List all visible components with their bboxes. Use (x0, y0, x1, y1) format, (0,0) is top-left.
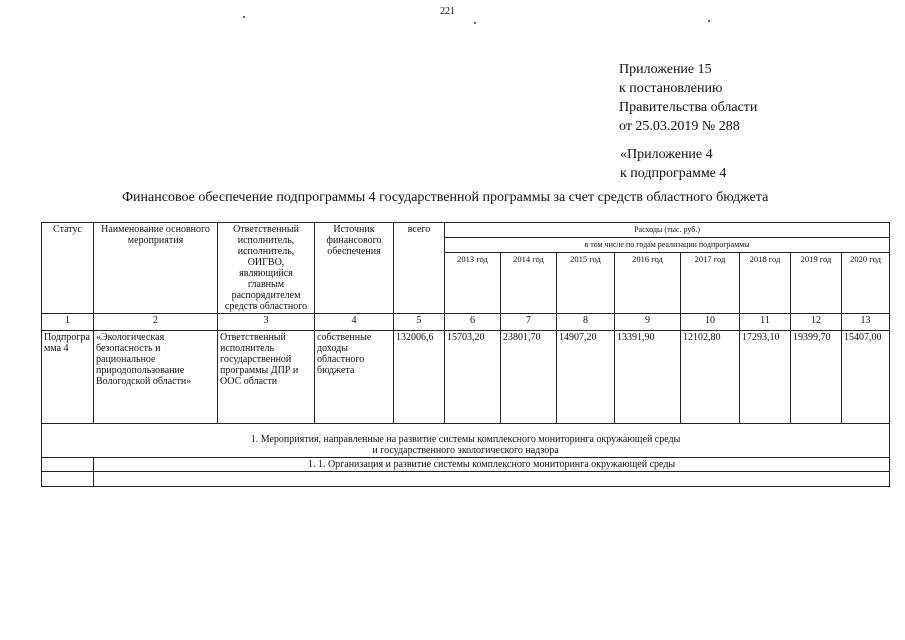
appendix-line: к подпрограмме 4 (620, 166, 727, 181)
header-year: 2017 год (681, 252, 740, 313)
section-heading-line: и государственного экологического надзора (372, 445, 559, 456)
column-number: 10 (681, 314, 740, 331)
empty-cell (42, 472, 94, 487)
section-heading-line: 1. Мероприятия, направленные на развитие системы комплексного мониторинга окружающей среды (250, 434, 681, 445)
row-value: 23801,70 (501, 331, 557, 424)
section-heading (42, 424, 890, 458)
subsection-blank-cell (42, 458, 94, 472)
header-year: 2016 год (615, 252, 681, 313)
column-number: 9 (615, 314, 681, 331)
header-year: 2015 год (557, 252, 615, 313)
row-source: собственные доходы областного бюджета (315, 331, 394, 424)
header-responsible: Ответственный исполнитель, исполнитель, ОИГВО, являющийся главным распорядителем средств областного (218, 223, 315, 314)
header-year: 2018 год (740, 252, 791, 313)
header-expenses: Расходы (тыс. руб.) (445, 223, 890, 238)
header-source: Источник финансового обеспечения (315, 223, 394, 314)
row-value: 13391,90 (615, 331, 681, 424)
header-total: всего (394, 223, 445, 314)
scan-speck (474, 22, 476, 24)
header-year: 2019 год (791, 252, 842, 313)
financing-table (41, 222, 890, 487)
header-by-years: в том числе по годам реализации подпрограммы (445, 237, 890, 252)
row-status: Подпрограмма 4 (42, 331, 94, 424)
header-name: Наименование основного мероприятия (94, 223, 218, 314)
appendix-line: «Приложение 4 (620, 147, 713, 162)
scan-speck (243, 16, 245, 18)
subsection-heading: 1. 1. Организация и развитие системы комплексного мониторинга окружающей среды (94, 458, 890, 472)
row-value: 19399,70 (791, 331, 842, 424)
column-number: 11 (740, 314, 791, 331)
row-value: 12102,80 (681, 331, 740, 424)
column-number: 7 (501, 314, 557, 331)
appendix-line: к постановлению (619, 81, 723, 96)
header-year: 2013 год (445, 252, 501, 313)
column-number: 1 (42, 314, 94, 331)
page-number: 221 (440, 6, 455, 17)
column-number: 5 (394, 314, 445, 331)
row-responsible: Ответственный исполнитель государственной программы ДПР и ООС области (218, 331, 315, 424)
row-value: 15703,20 (445, 331, 501, 424)
appendix-line: Приложение 15 (619, 62, 712, 77)
document-title: Финансовое обеспечение подпрограммы 4 государственной программы за счет средств областного бюджета (122, 190, 769, 205)
row-value: 17293,10 (740, 331, 791, 424)
column-number: 2 (94, 314, 218, 331)
row-value: 14907,20 (557, 331, 615, 424)
appendix-line: Правительства области (619, 100, 758, 115)
column-number: 8 (557, 314, 615, 331)
appendix-line: от 25.03.2019 № 288 (619, 119, 740, 134)
row-total: 132006,6 (394, 331, 445, 424)
header-status: Статус (42, 223, 94, 314)
column-number: 4 (315, 314, 394, 331)
scan-speck (708, 20, 710, 22)
column-number: 12 (791, 314, 842, 331)
column-number: 6 (445, 314, 501, 331)
empty-cell (94, 472, 890, 487)
column-number: 3 (218, 314, 315, 331)
column-number: 13 (842, 314, 890, 331)
appendix-block (619, 60, 757, 136)
header-year: 2014 год (501, 252, 557, 313)
header-year: 2020 год (842, 252, 890, 313)
row-name: «Экологическая безопасность и рациональное природопользование Вологодской области» (94, 331, 218, 424)
table-row (42, 331, 890, 424)
appendix-sub-block (620, 145, 726, 183)
row-value: 15407,00 (842, 331, 890, 424)
